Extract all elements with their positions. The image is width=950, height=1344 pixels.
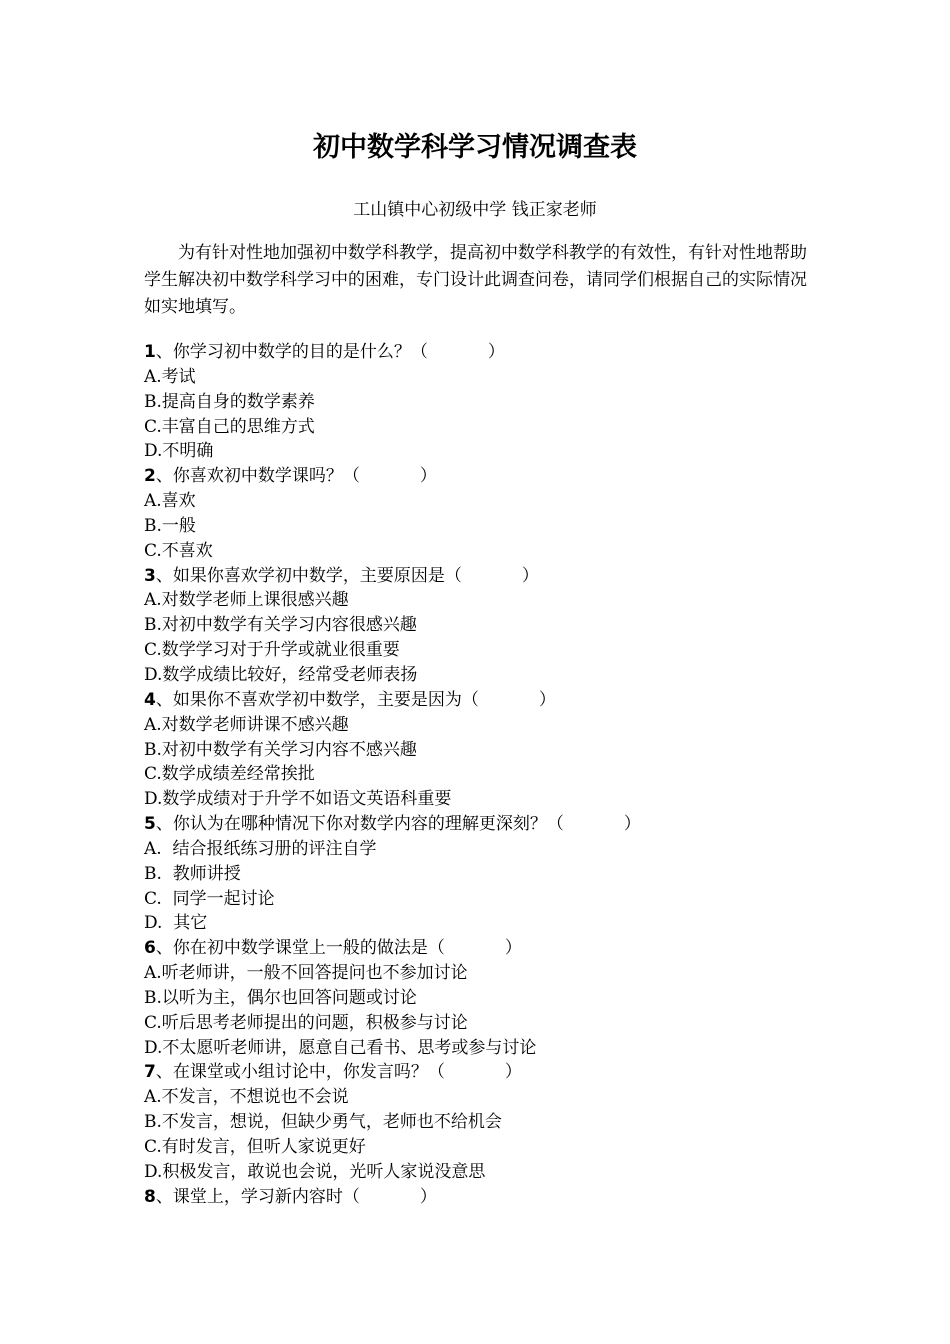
question-3: [144, 564, 824, 589]
option-3-3: C.数学学习对于升学或就业很重要: [144, 640, 400, 661]
answer-blank-close: ）: [487, 342, 505, 362]
document-subtitle: 工山镇中心初级中学 钱正家老师: [353, 200, 597, 220]
answer-blank-close: ）: [538, 689, 556, 710]
question-text: 、如果你喜欢学初中数学，主要原因是（: [155, 565, 462, 586]
question-7: [144, 1060, 824, 1085]
question-number: 6: [144, 938, 156, 959]
option-6-4: D.不太愿听老师讲，愿意自己看书、思考或参与讨论: [144, 1037, 537, 1058]
question-1: [144, 340, 824, 365]
question-8: [144, 1185, 824, 1210]
question-6: [144, 936, 824, 961]
option-4-1: A.对数学老师讲课不感兴趣: [144, 714, 349, 735]
question-text: 、你学习初中数学的目的是什么？（: [155, 342, 428, 362]
question-number: 8: [144, 1186, 156, 1207]
question-text: 、在课堂或小组讨论中，你发言吗？（: [155, 1062, 445, 1083]
question-number: 5: [144, 814, 156, 835]
question-number: 2: [144, 466, 156, 487]
option-6-2: B.以听为主，偶尔也回答问题或讨论: [144, 987, 417, 1008]
question-4: [144, 688, 824, 713]
option-7-1: A.不发言，不想说也不会说: [144, 1087, 349, 1108]
answer-blank-close: ）: [419, 1186, 437, 1207]
question-number: 1: [144, 342, 156, 362]
option-5-1: A. 结合报纸练习册的评注自学: [144, 838, 377, 859]
option-4-2: B.对初中数学有关学习内容不感兴趣: [144, 739, 417, 760]
option-1-1: A.考试: [144, 366, 196, 387]
option-5-3: C. 同学一起讨论: [144, 888, 275, 909]
answer-blank-close: ）: [419, 466, 437, 487]
option-4-3: C.数学成绩差经常挨批: [144, 764, 315, 785]
question-2: [144, 464, 824, 489]
intro-paragraph: 为有针对性地加强初中数学科教学，提高初中数学科教学的有效性，有针对性地帮助学生解决初中数学科学习中的困难，专门设计此调查问卷，请同学们根据自己的实际情况如实地填写。: [144, 243, 807, 317]
option-2-1: A.喜欢: [144, 491, 196, 512]
option-2-3: C.不喜欢: [144, 540, 213, 561]
option-5-2: B. 教师讲授: [144, 863, 241, 884]
option-7-2: B.不发言，想说，但缺少勇气，老师也不给机会: [144, 1112, 502, 1133]
question-text: 、你喜欢初中数学课吗？（: [155, 466, 360, 487]
document-title: 初中数学科学习情况调查表: [313, 132, 637, 163]
question-number: 3: [144, 565, 156, 586]
option-2-2: B.一般: [144, 515, 196, 536]
option-6-1: A.听老师讲，一般不回答提问也不参加讨论: [144, 963, 468, 984]
answer-blank-close: ）: [521, 565, 539, 586]
question-number: 4: [144, 689, 156, 710]
question-number: 7: [144, 1062, 156, 1083]
question-text: 、课堂上，学习新内容时（: [155, 1186, 360, 1207]
option-1-4: D.不明确: [144, 441, 214, 462]
question-5: [144, 812, 824, 837]
option-6-3: C.听后思考老师提出的问题，积极参与讨论: [144, 1012, 468, 1033]
option-7-3: C.有时发言，但听人家说更好: [144, 1137, 366, 1157]
question-text: 、如果你不喜欢学初中数学，主要是因为（: [155, 689, 479, 710]
question-list: [144, 340, 824, 1210]
answer-blank-close: ）: [504, 1062, 522, 1083]
option-4-4: D.数学成绩对于升学不如语文英语科重要: [144, 789, 452, 810]
option-3-4: D.数学成绩比较好，经常受老师表扬: [144, 664, 418, 685]
answer-blank-close: ）: [504, 938, 522, 959]
option-7-4: D.积极发言，敢说也会说，光听人家说没意思: [144, 1161, 486, 1182]
option-5-4: D. 其它: [144, 913, 208, 934]
answer-blank-close: ）: [623, 814, 641, 835]
option-3-1: A.对数学老师上课很感兴趣: [144, 590, 349, 611]
option-1-3: C.丰富自己的思维方式: [144, 416, 315, 437]
option-1-2: B.提高自身的数学素养: [144, 391, 315, 412]
question-text: 、你在初中数学课堂上一般的做法是（: [155, 938, 445, 959]
option-3-2: B.对初中数学有关学习内容很感兴趣: [144, 615, 417, 636]
question-text: 、你认为在哪种情况下你对数学内容的理解更深刻？（: [155, 814, 564, 835]
